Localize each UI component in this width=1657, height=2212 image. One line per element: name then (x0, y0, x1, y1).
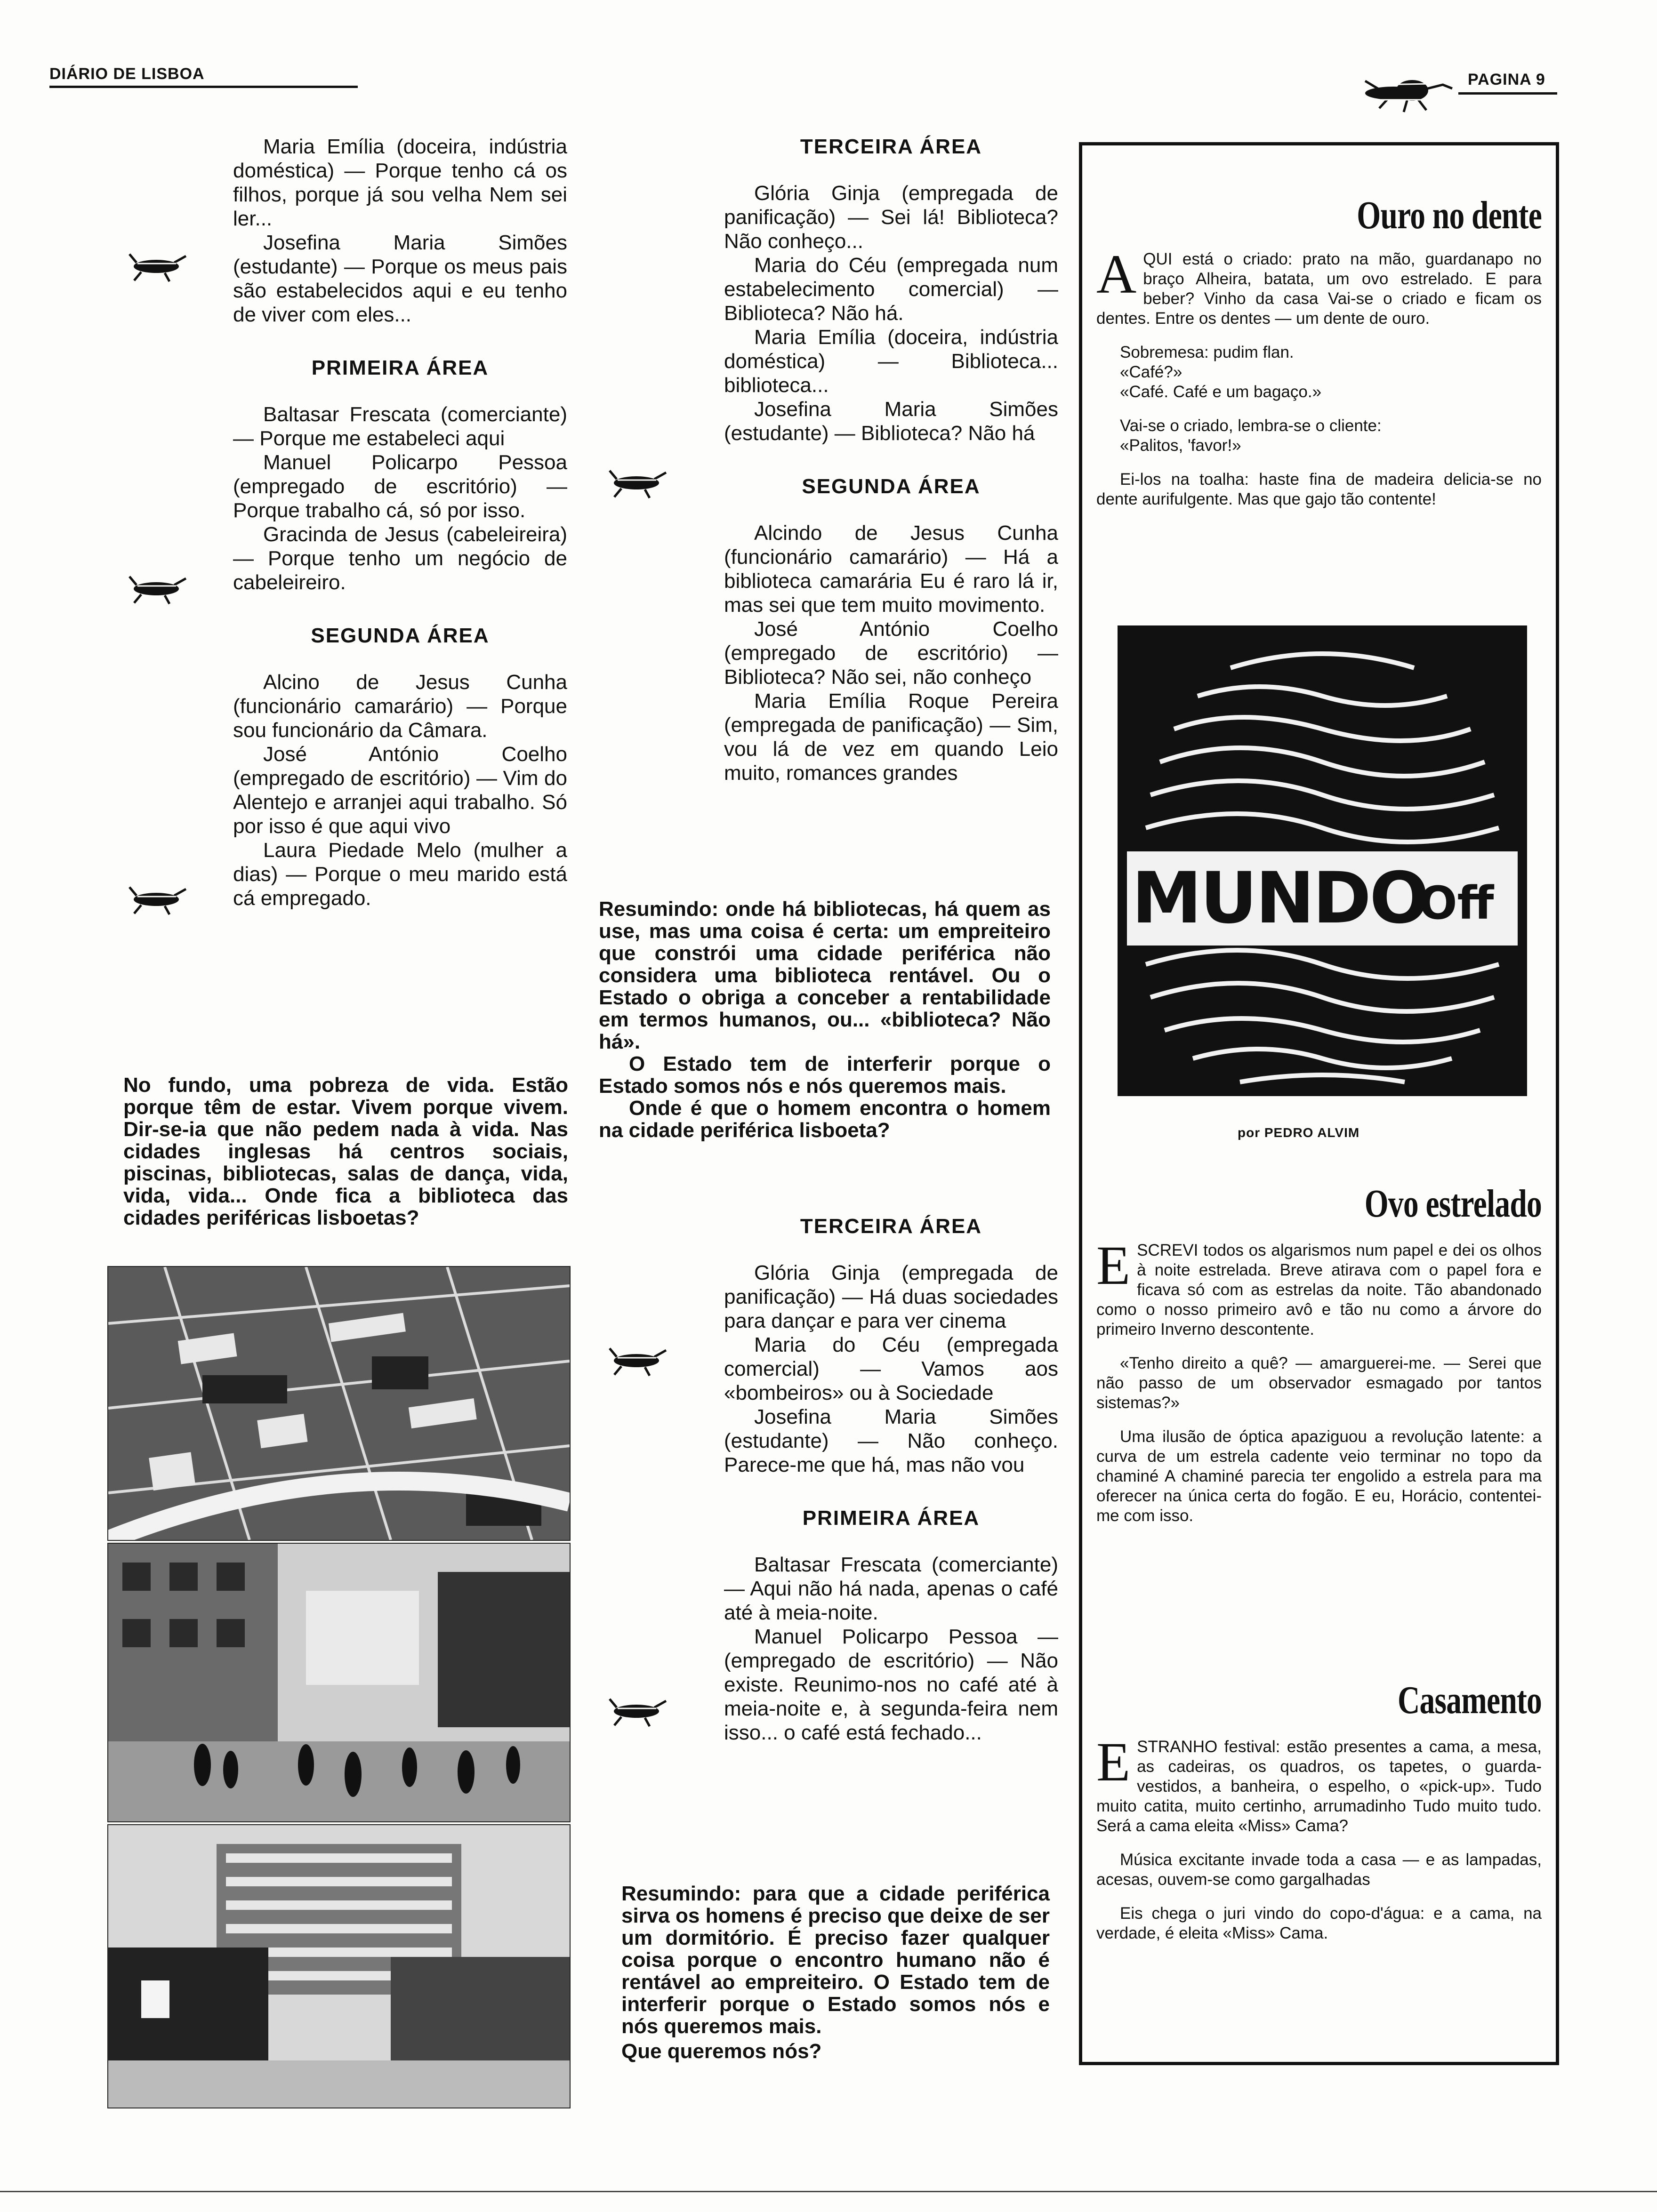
paragraph: «Tenho direito a quê? — amarguerei-me. — Serei que não passo de um observador esmagado por tantos sistemas?» (1096, 1354, 1542, 1412)
paragraph: STRANHO festival: estão presentes a cama, a mesa, as cadeiras, os quadros, os tapetes, o guarda-vestidos, a banheira, o espelho, o «pick-up». Tudo muito catita, muito certinho, arrumadinho Tudo muito tudo. Será a cama eleita «Miss» Cama? (1096, 1738, 1542, 1835)
bold-paragraph: Que queremos nós? (621, 2040, 822, 2063)
story-title: Ovo estrelado (1364, 1182, 1542, 1226)
paragraph: Alcino de Jesus Cunha (funcionário camarário) — Porque sou funcionário da Câmara. (233, 671, 567, 742)
paragraph: Maria Emília Roque Pereira (empregada de panificação) — Sim, vou lá de vez em quando Leio muito, romances grandes (724, 689, 1058, 785)
paragraph: Sobremesa: pudim flan. (1120, 343, 1294, 361)
paragraph: SCREVI todos os algarismos num papel e dei os olhos à noite estrelada. Breve atirava com o papel fora e ficava só com as estrelas da noite. Tão abandonado como o nosso primeiro avô e tão nu como a árvore do primeiro Inverno descontente. (1096, 1241, 1542, 1338)
paragraph: Ei-los na toalha: haste fina de madeira delicia-se no dente aurifulgente. Mas que gajo tão contente! (1096, 470, 1542, 508)
summary-middle-lower (621, 1883, 1050, 2062)
byline: por PEDRO ALVIM (1238, 1125, 1360, 1140)
story-casamento (1096, 1677, 1542, 1957)
paragraph: Baltasar Frescata (comerciante) — Aqui não há nada, apenas o café até à meia-noite. (724, 1553, 1058, 1624)
column-middle (724, 135, 1058, 785)
section-heading: PRIMEIRA ÁREA (311, 356, 489, 379)
paragraph: Laura Piedade Melo (mulher a dias) — Porque o meu marido está cá empregado. (233, 839, 567, 910)
paragraph: Maria Emília (doceira, indústria doméstica) — Biblioteca... biblioteca... (724, 326, 1058, 397)
newspaper-name: DIÁRIO DE LISBOA (49, 65, 205, 83)
section-heading: PRIMEIRA ÁREA (802, 1507, 980, 1530)
paragraph: QUI está o criado: prato na mão, guardanapo no braço Alheira, batata, um ovo estrelado. E para beber? Vinho da casa Vai-se o criado e ficam os dentes. Entre os dentes — um dente de ouro. (1096, 250, 1542, 328)
mundo-off-illustration (1118, 625, 1527, 1096)
street-photo (107, 1543, 571, 1822)
story-body (1096, 243, 1542, 509)
paragraph: Josefina Maria Simões (estudante) — Não conheço. Parece-me que há, mas não vou (724, 1405, 1058, 1476)
story-title: Ouro no dente (1357, 193, 1542, 237)
paragraph: José António Coelho (empregado de escritório) — Biblioteca? Não sei, não conheço (724, 617, 1058, 689)
paragraph: Manuel Policarpo Pessoa — (empregado de escritório) — Não existe. Reunimo-nos no café até à meia-noite e, à segunda-feira nem isso... o café está fechado... (724, 1625, 1058, 1744)
bold-paragraph: Resumindo: onde há bibliotecas, há quem as use, mas uma coisa é certa: um empreiteiro que constrói uma cidade periférica não considera uma biblioteca rentável. Ou o Estado o obriga a conceber a rentabilidade em termos humanos, ou... «biblioteca? Não há». (599, 898, 1051, 1053)
bold-paragraph: Resumindo: para que a cidade periférica sirva os homens é preciso que deixe de ser um dormitório. É preciso fazer qualquer coisa porque o encontro humano não é rentável ao empreiteiro. O Estado tem de interferir porque o Estado somos nós e nós queremos mais. (621, 1882, 1050, 2038)
story-title: Casamento (1398, 1678, 1542, 1722)
sidebar-box (1079, 142, 1559, 2065)
summary-left (123, 1074, 568, 1229)
aerial-photo (107, 1266, 571, 1541)
drop-cap: E (1096, 1731, 1131, 1793)
paragraph: Glória Ginja (empregada de panificação) — Há duas sociedades para dançar e para ver cinema (724, 1261, 1058, 1332)
fly-icon (127, 572, 188, 605)
page-number: PAGINA 9 (1468, 71, 1545, 88)
paragraph: Josefina Maria Simões (estudante) — Biblioteca? Não há (724, 398, 1058, 445)
fly-icon (607, 1694, 668, 1727)
story-ouro-no-dente (1096, 192, 1542, 523)
fly-icon (127, 882, 188, 915)
paragraph: «Café?» (1120, 363, 1182, 381)
paragraph: Glória Ginja (empregada de panificação) — Sei lá! Biblioteca? Não conheço... (724, 182, 1058, 253)
column-left (233, 135, 567, 910)
fly-icon (607, 1344, 668, 1377)
paragraph: Música excitante invade toda a casa — e as lampadas, acesas, ouvem-se como gargalhadas (1096, 1851, 1542, 1889)
paragraph: Alcindo de Jesus Cunha (funcionário camarário) — Há a biblioteca camarária Eu é raro lá ir, mas sei que tem muito movimento. (724, 521, 1058, 617)
building-photo (107, 1824, 571, 2108)
paragraph: «Café. Café e um bagaço.» (1120, 383, 1322, 401)
paragraph: Uma ilusão de óptica apaziguou a revolução latente: a curva de um estrela cadente veio terminar no topo da chaminé A chaminé parecia ter engolido a estrela para ma oferecer na única certa do fogão. E eu, Horácio, contentei-me com isso. (1096, 1427, 1542, 1525)
section-heading: SEGUNDA ÁREA (311, 624, 490, 647)
drop-cap: E (1096, 1234, 1131, 1296)
column-middle-lower (724, 1214, 1058, 1745)
paragraph: Maria Emília (doceira, indústria doméstica) — Porque tenho cá os filhos, porque já sou velha Nem sei ler... (233, 135, 567, 230)
bold-paragraph: O Estado tem de interferir porque o Estado somos nós e nós queremos mais. (599, 1052, 1051, 1098)
summary-middle (599, 898, 1051, 1141)
fly-logo-icon (1360, 71, 1455, 115)
story-body (1096, 1731, 1542, 1943)
drop-cap: A (1096, 243, 1137, 305)
paragraph: «Palitos, 'favor!» (1120, 436, 1241, 455)
fly-icon (607, 466, 668, 499)
story-body (1096, 1234, 1542, 1526)
paragraph: Baltasar Frescata (comerciante) — Porque me estabeleci aqui (233, 403, 567, 450)
page-bottom-rule (0, 2191, 1657, 2192)
paragraph: Gracinda de Jesus (cabeleireira) — Porque tenho um negócio de cabeleireiro. (233, 523, 567, 594)
mundo-title: MUNDO (1132, 858, 1428, 939)
mundo-subtitle: Off (1419, 877, 1494, 930)
paragraph: Maria do Céu (empregada comercial) — Vamos aos «bombeiros» ou à Sociedade (724, 1333, 1058, 1404)
section-heading: TERCEIRA ÁREA (800, 1215, 982, 1238)
header-rule-right (1458, 92, 1557, 95)
section-heading: SEGUNDA ÁREA (802, 475, 981, 498)
story-ovo-estrelado (1096, 1181, 1542, 1540)
paragraph: José António Coelho (empregado de escritório) — Vim do Alentejo e arranjei aqui trabalho. Só por isso é que aqui vivo (233, 743, 567, 838)
bold-paragraph: No fundo, uma pobreza de vida. Estão porque têm de estar. Vivem porque vivem. Dir-se-ia que não pedem nada à vida. Nas cidades inglesas há centros sociais, piscinas, bibliotecas, salas de dança, vida, vida, vida... Onde fica a biblioteca das cidades periféricas lisboetas? (123, 1074, 568, 1229)
paragraph: Maria do Céu (empregada num estabelecimento comercial) — Biblioteca? Não há. (724, 254, 1058, 325)
bold-paragraph: Onde é que o homem encontra o homem na cidade periférica lisboeta? (599, 1097, 1051, 1142)
header-rule-left (49, 86, 358, 88)
paragraph: Manuel Policarpo Pessoa (empregado de escritório) — Porque trabalho cá, só por isso. (233, 451, 567, 522)
paragraph: Vai-se o criado, lembra-se o cliente: (1120, 417, 1382, 435)
paragraph: Josefina Maria Simões (estudante) — Porque os meus pais são estabelecidos aqui e eu tenho de viver com eles... (233, 231, 567, 326)
fly-icon (127, 249, 188, 282)
paragraph: Eis chega o juri vindo do copo-d'água: e a cama, na verdade, é eleita «Miss» Cama. (1096, 1904, 1542, 1942)
section-heading: TERCEIRA ÁREA (800, 135, 982, 158)
